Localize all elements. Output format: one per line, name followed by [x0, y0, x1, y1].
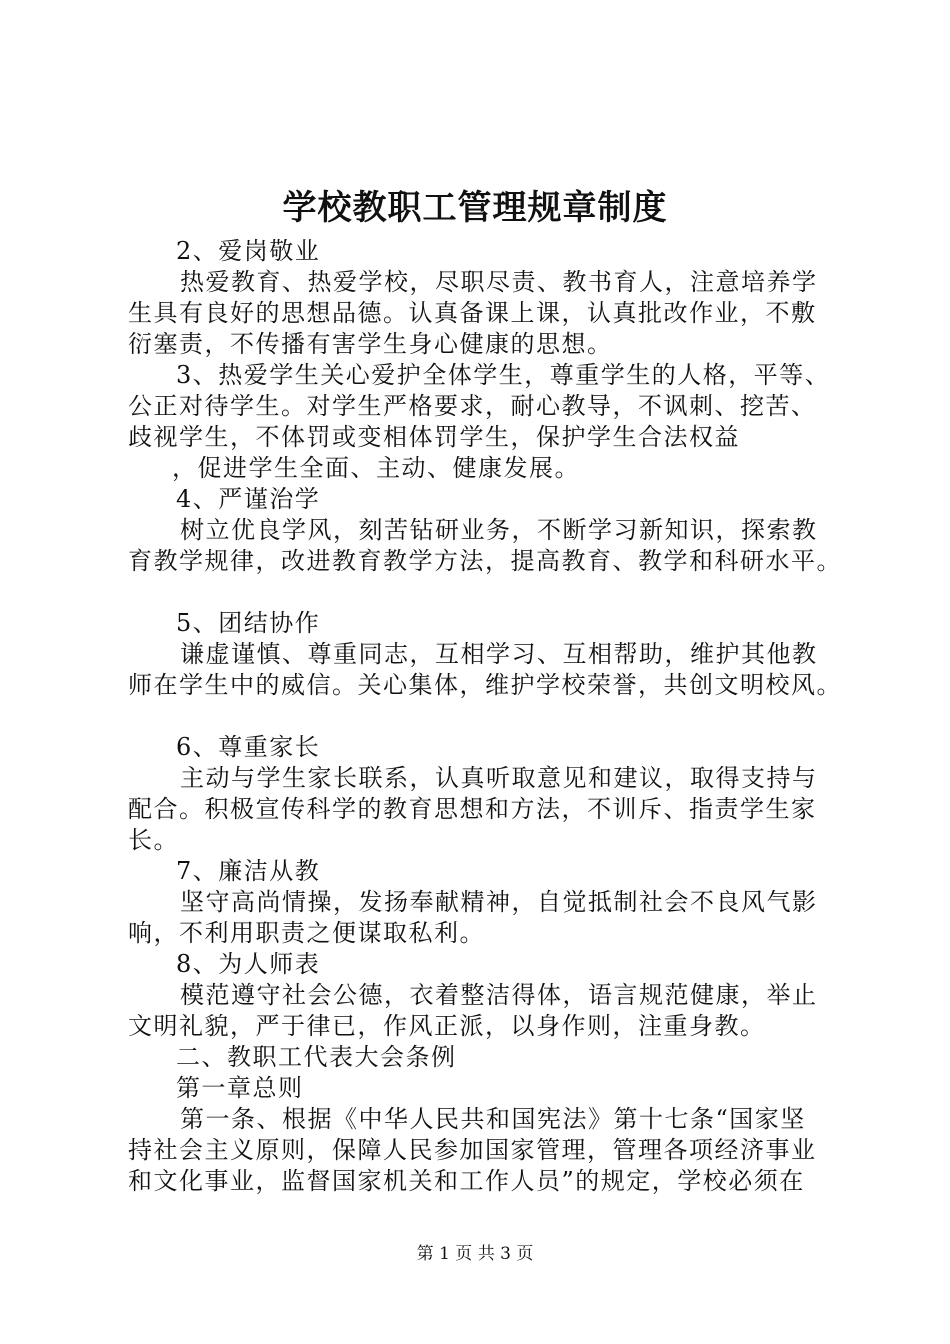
section-heading: 二、教职工代表大会条例 — [176, 1043, 457, 1071]
paragraph-line: 持社会主义原则，保障人民参加国家管理，管理各项经济事业 — [128, 1136, 817, 1164]
paragraph-line: 坚守高尚情操，发扬奉献精神，自觉抵制社会不良风气影 — [180, 888, 818, 916]
paragraph-line: 师在学生中的威信。关心集体，维护学校荣誉，共创文明校风。 — [128, 671, 842, 699]
section-heading: 6、尊重家长 — [176, 733, 321, 761]
paragraph-line: 育教学规律，改进教育教学方法，提高教育、教学和科研水平。 — [128, 547, 842, 575]
paragraph-line: 主动与学生家长联系，认真听取意见和建议，取得支持与 — [180, 764, 818, 792]
section-heading: 2、爱岗敬业 — [176, 237, 321, 265]
paragraph-line: 树立优良学风，刻苦钻研业务，不断学习新知识，探索教 — [180, 516, 818, 544]
paragraph-line: 生具有良好的思想品德。认真备课上课，认真批改作业，不敷 — [128, 299, 817, 327]
document-title: 学校教职工管理规章制度 — [282, 188, 668, 228]
paragraph-line: 和文化事业，监督国家机关和工作人员”的规定，学校必须在 — [128, 1167, 805, 1195]
page-number-footer: 第 1 页 共 3 页 — [416, 1244, 534, 1264]
paragraph-line: 热爱教育、热爱学校，尽职尽责、教书育人，注意培养学 — [180, 268, 818, 296]
paragraph-line: 响，不利用职责之便谋取私利。 — [128, 919, 485, 947]
paragraph-line: 衍塞责，不传播有害学生身心健康的思想。 — [128, 330, 613, 358]
paragraph-line: 歧视学生，不体罚或变相体罚学生，保护学生合法权益 — [128, 423, 740, 451]
paragraph-line: 文明礼貌，严于律已，作风正派，以身作则，注重身教。 — [128, 1012, 766, 1040]
paragraph-line: ，促进学生全面、主动、健康发展。 — [172, 454, 580, 482]
blank-line — [128, 701, 838, 732]
paragraph-line: 谦虚谨慎、尊重同志，互相学习、互相帮助，维护其他教 — [180, 640, 818, 668]
paragraph-line: 模范遵守社会公德，衣着整洁得体，语言规范健康，举止 — [180, 981, 818, 1009]
section-heading: 3、热爱学生关心爱护全体学生，尊重学生的人格，平等、 — [176, 361, 831, 389]
document-body — [128, 236, 842, 1197]
chapter-heading: 第一章总则 — [176, 1074, 304, 1102]
section-heading: 5、团结协作 — [176, 609, 321, 637]
paragraph-line: 第一条、根据《中华人民共和国宪法》第十七条“国家坚 — [180, 1105, 806, 1133]
paragraph-line: 长。 — [128, 826, 179, 854]
blank-line — [128, 577, 838, 608]
paragraph-line: 公正对待学生。对学生严格要求，耐心教导，不讽刺、挖苦、 — [128, 392, 817, 420]
section-heading: 7、廉洁从教 — [176, 857, 321, 885]
section-heading: 8、为人师表 — [176, 950, 321, 978]
section-heading: 4、严谨治学 — [176, 485, 321, 513]
paragraph-line: 配合。积极宣传科学的教育思想和方法，不训斥、指责学生家 — [128, 795, 817, 823]
